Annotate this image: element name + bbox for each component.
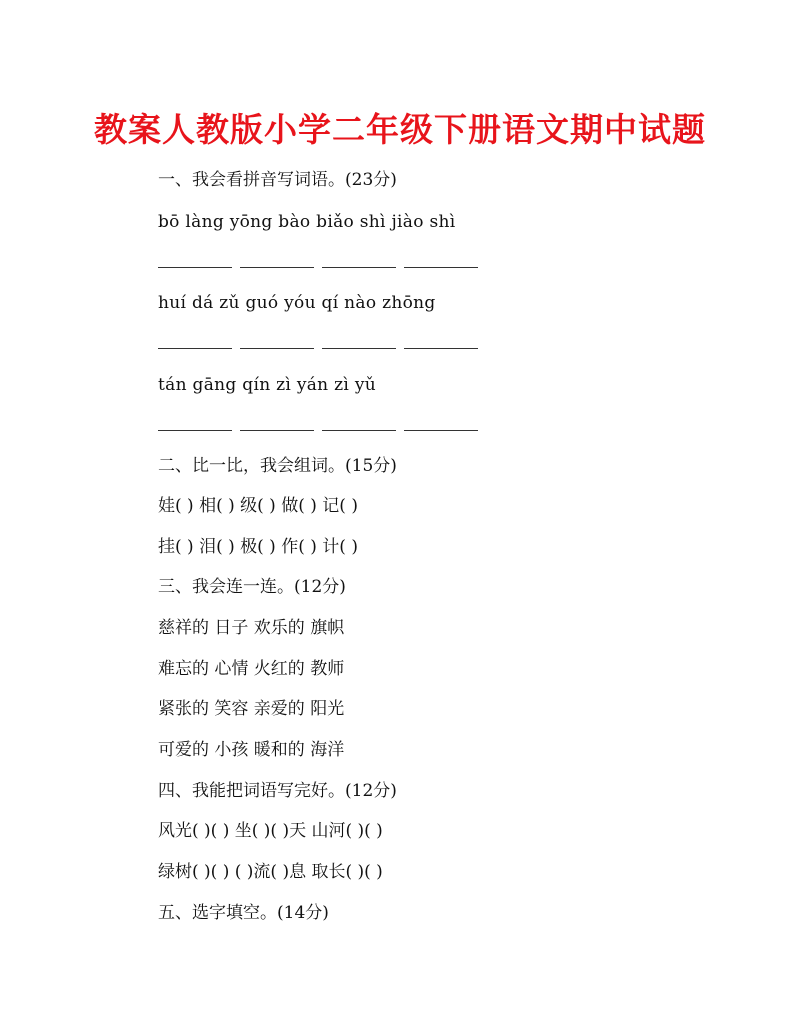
pinyin-row-3: tán gāng qín zì yán zì yǔ [158, 375, 376, 395]
answer-blanks-row-2 [158, 348, 478, 350]
idiom-row-2: 绿树( )( ) ( )流( )息 取长( )( ) [158, 862, 383, 882]
compare-row-2: 挂( ) 泪( ) 极( ) 作( ) 计( ) [158, 537, 358, 557]
answer-blank[interactable] [404, 267, 478, 268]
compare-row-1: 娃( ) 相( ) 级( ) 做( ) 记( ) [158, 496, 358, 516]
answer-blank[interactable] [240, 267, 314, 268]
match-row-2: 难忘的 心情 火红的 教师 [158, 659, 345, 679]
match-row-1: 慈祥的 日子 欢乐的 旗帜 [158, 618, 345, 638]
answer-blank[interactable] [240, 348, 314, 349]
answer-blank[interactable] [158, 430, 232, 431]
answer-blank[interactable] [158, 348, 232, 349]
answer-blank[interactable] [404, 348, 478, 349]
answer-blank[interactable] [322, 348, 396, 349]
section-1-heading: 一、我会看拼音写词语。(23分) [158, 170, 397, 190]
idiom-row-1: 风光( )( ) 坐( )( )天 山河( )( ) [158, 821, 383, 841]
answer-blanks-row-3 [158, 430, 478, 432]
answer-blanks-row-1 [158, 267, 478, 269]
section-2-heading: 二、比一比，我会组词。(15分) [158, 456, 397, 476]
answer-blank[interactable] [404, 430, 478, 431]
section-3-heading: 三、我会连一连。(12分) [158, 577, 346, 597]
match-row-4: 可爱的 小孩 暖和的 海洋 [158, 740, 345, 760]
answer-blank[interactable] [322, 430, 396, 431]
document-title: 教案人教版小学二年级下册语文期中试题 [94, 110, 706, 149]
pinyin-row-1: bō làng yōng bào biǎo shì jiào shì [158, 212, 456, 232]
section-5-heading: 五、选字填空。(14分) [158, 903, 329, 923]
match-row-3: 紧张的 笑容 亲爱的 阳光 [158, 699, 345, 719]
pinyin-row-2: huí dá zǔ guó yóu qí nào zhōng [158, 293, 436, 313]
answer-blank[interactable] [322, 267, 396, 268]
answer-blank[interactable] [240, 430, 314, 431]
section-4-heading: 四、我能把词语写完好。(12分) [158, 781, 397, 801]
answer-blank[interactable] [158, 267, 232, 268]
